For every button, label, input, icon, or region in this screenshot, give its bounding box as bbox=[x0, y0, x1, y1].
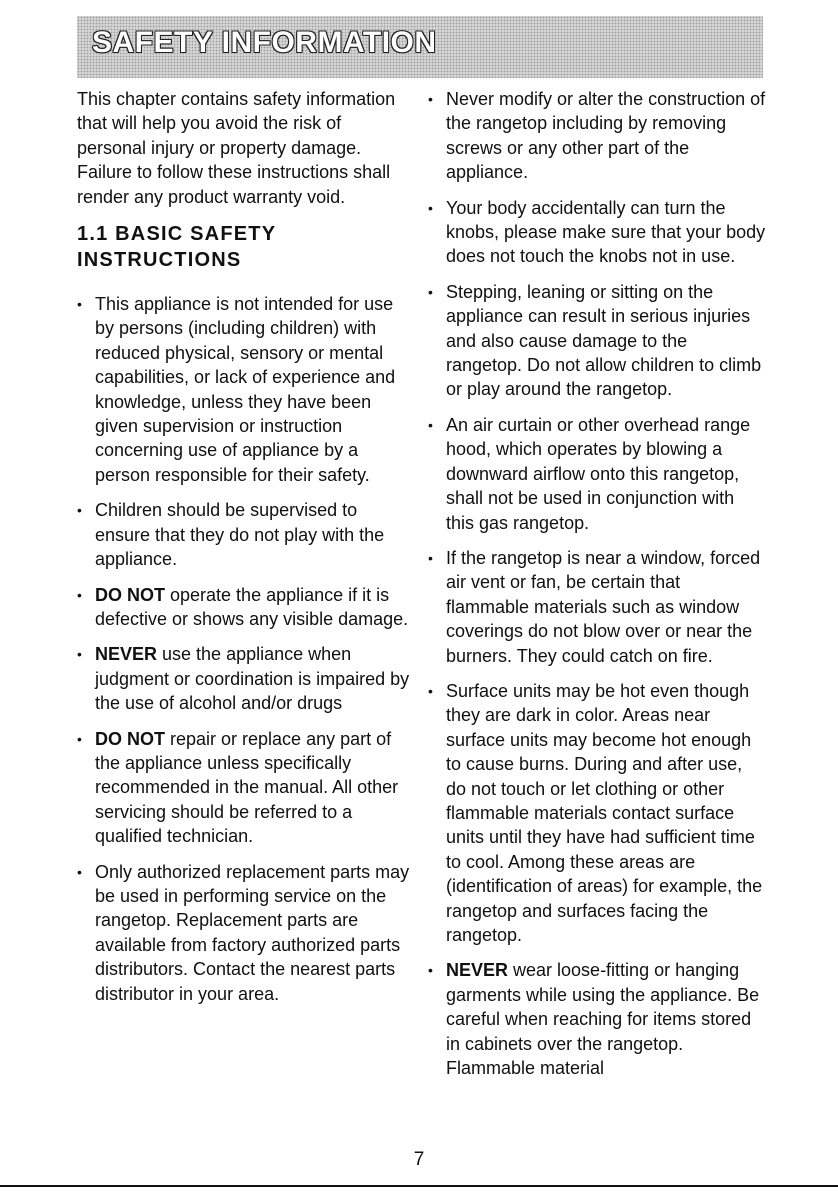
bullet-text: Stepping, leaning or sitting on the appliance can result in serious injuries and also cause damage to the rangetop. Do not allow children to climb or play around the rangetop. bbox=[446, 281, 762, 400]
right-bullet-list bbox=[428, 87, 766, 1080]
bullet-keyword: DO NOT bbox=[95, 584, 165, 605]
bullet-text: use the appliance when judgment or coordination is impaired by the use of alcohol and/or drugs bbox=[95, 644, 410, 714]
bullet-text: Only authorized replacement parts may be used in performing service on the rangetop. Replacement parts are available from factory authorized parts distributors. Contact the nearest parts distributor in your area. bbox=[95, 861, 410, 1004]
bottom-divider bbox=[0, 1185, 838, 1187]
bullet-text: This appliance is not intended for use by persons (including children) with reduced physical, sensory or mental capabilities, or lack of experience and knowledge, unless they have been given supervision or instruction concerning use of appliance by a person responsible for their safety. bbox=[95, 294, 396, 485]
bullet-text: Children should be supervised to ensure that they do not play with the appliance. bbox=[95, 500, 385, 570]
bullet-text: An air curtain or other overhead range hood, which operates by blowing a downward airflow onto this rangetop, shall not be used in conjunction with this gas rangetop. bbox=[446, 414, 751, 533]
bullet-item bbox=[77, 583, 412, 632]
bullet-keyword: NEVER bbox=[446, 960, 509, 981]
bullet-text: Your body accidentally can turn the knobs, please make sure that your body does not touch the knobs not in use. bbox=[446, 197, 766, 267]
bullet-text: operate the appliance if it is defective or shows any visible damage. bbox=[95, 584, 409, 629]
page-title: SAFETY INFORMATION bbox=[92, 26, 437, 59]
bullet-item bbox=[428, 87, 766, 185]
page-number: 7 bbox=[413, 1149, 425, 1170]
bullet-keyword: DO NOT bbox=[95, 728, 165, 749]
header-band bbox=[77, 16, 763, 78]
intro-paragraph: This chapter contains safety information that will help you avoid the risk of personal injury or property damage. Failure to follow these instructions shall render any product warranty void. bbox=[77, 89, 396, 207]
bullet-item bbox=[77, 860, 412, 1006]
bullet-text: wear loose-fitting or hanging garments while using the appliance. Be careful when reaching for items stored in cabinets over the rangetop. Flammable material bbox=[446, 960, 760, 1079]
bullet-item bbox=[77, 727, 412, 849]
bullet-keyword: NEVER bbox=[95, 644, 158, 665]
bullet-item bbox=[428, 958, 766, 1080]
left-bullet-list bbox=[77, 292, 412, 1006]
right-column bbox=[428, 87, 766, 1091]
bullet-item bbox=[428, 679, 766, 947]
bullet-text: If the rangetop is near a window, forced air vent or fan, be certain that flammable materials such as window coverings do not blow over or near the burners. They could catch on fire. bbox=[446, 547, 761, 666]
bullet-item bbox=[77, 642, 412, 715]
bullet-item bbox=[77, 292, 412, 487]
bullet-item bbox=[428, 546, 766, 668]
bullet-text: repair or replace any part of the appliance unless specifically recommended in the manual. All other servicing should be referred to a qualified technician. bbox=[95, 728, 399, 847]
section-title: 1.1 BASIC SAFETY INSTRUCTIONS bbox=[77, 223, 276, 272]
bullet-item bbox=[428, 196, 766, 269]
left-column bbox=[77, 87, 412, 1017]
bullet-text: Never modify or alter the construction of the rangetop including by removing screws or any other part of the appliance. bbox=[446, 89, 766, 183]
bullet-text: Surface units may be hot even though they are dark in color. Areas near surface units may become hot enough to cause burns. During and after use, do not touch or let clothing or other flammable materials contact surface units until they have had sufficient time to cool. Among these areas are (identification of areas) for example, the rangetop and surfaces facing the rangetop. bbox=[446, 680, 763, 945]
bullet-item bbox=[77, 498, 412, 571]
bullet-item bbox=[428, 413, 766, 535]
bullet-item bbox=[428, 280, 766, 402]
